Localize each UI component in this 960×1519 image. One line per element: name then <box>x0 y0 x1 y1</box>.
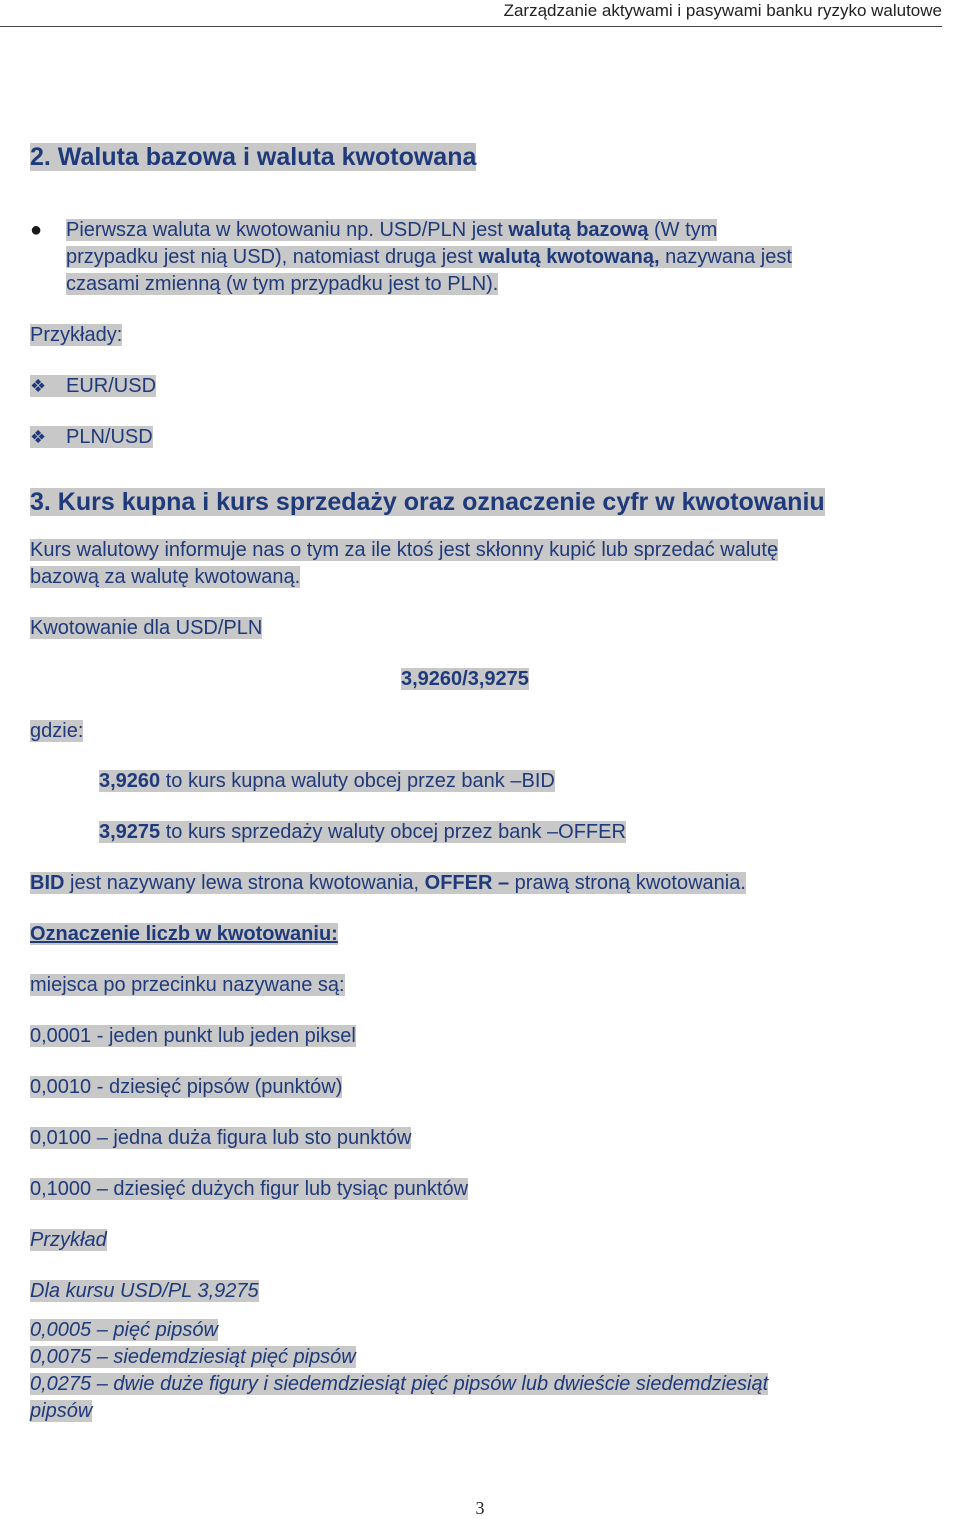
unit-line: 0,0100 – jedna duża figura lub sto punktów <box>30 1127 412 1149</box>
notation-heading: Oznaczenie liczb w kwotowaniu: <box>30 923 338 945</box>
examples-label: Przykłady: <box>30 324 123 346</box>
bullet-line-3: czasami zmienną (w tym przypadku jest to PLN). <box>66 273 499 295</box>
bullet-dot-icon: ● <box>30 219 43 241</box>
header-title: Zarządzanie aktywami i pasywami banku ryzyko walutowe <box>503 1 942 20</box>
section-3-heading: 3. Kurs kupna i kurs sprzedaży oraz oznaczenie cyfr w kwotowaniu <box>30 488 825 516</box>
offer-line: 3,9275 to kurs sprzedaży waluty obcej przez bank –OFFER <box>99 821 626 843</box>
quote-label: Kwotowanie dla USD/PLN <box>30 617 263 639</box>
sides-line: BID jest nazywany lewa strona kwotowania, OFFER – prawą stroną kwotowania. <box>30 872 746 894</box>
intro-line-1: Kurs walutowy informuje nas o tym za ile ktoś jest skłonny kupić lub sprzedać walutę <box>30 539 779 561</box>
bullet-line-2: przypadku jest nią USD), natomiast druga jest walutą kwotowaną, nazywana jest <box>66 246 792 268</box>
example-rate: Dla kursu USD/PL 3,9275 <box>30 1280 259 1302</box>
bid-line: 3,9260 to kurs kupna waluty obcej przez bank –BID <box>99 770 555 792</box>
unit-line: 0,1000 – dziesięć dużych figur lub tysiąc punktów <box>30 1178 469 1200</box>
diamond-bullet-icon: ❖ <box>30 427 47 447</box>
unit-line: 0,0010 - dziesięć pipsów (punktów) <box>30 1076 343 1098</box>
where-label: gdzie: <box>30 720 84 742</box>
bullet-line-1: ● Pierwsza waluta w kwotowaniu np. USD/PLN jest walutą bazową (W tym <box>30 217 717 244</box>
section-2-heading: 2. Waluta bazowa i waluta kwotowana <box>30 143 477 171</box>
diamond-bullet-icon: ❖ <box>30 376 47 396</box>
unit-line: 0,0001 - jeden punkt lub jeden piksel <box>30 1025 356 1047</box>
example-line: pipsów <box>30 1400 93 1422</box>
page-number: 3 <box>475 1498 485 1518</box>
example-line: 0,0075 – siedemdziesiąt pięć pipsów <box>30 1346 356 1368</box>
intro-line-2: bazową za walutę kwotowaną. <box>30 566 301 588</box>
running-header <box>0 0 942 27</box>
example-label: Przykład <box>30 1229 107 1251</box>
example-item: ❖ PLN/USD <box>30 424 153 451</box>
example-line: 0,0005 – pięć pipsów <box>30 1319 218 1341</box>
example-line: 0,0275 – dwie duże figury i siedemdziesiąt pięć pipsów lub dwieście siedemdziesiąt <box>30 1373 769 1395</box>
quote-value: 3,9260/3,9275 <box>401 668 529 690</box>
example-item: ❖ EUR/USD <box>30 373 156 400</box>
decimals-label: miejsca po przecinku nazywane są: <box>30 974 345 996</box>
